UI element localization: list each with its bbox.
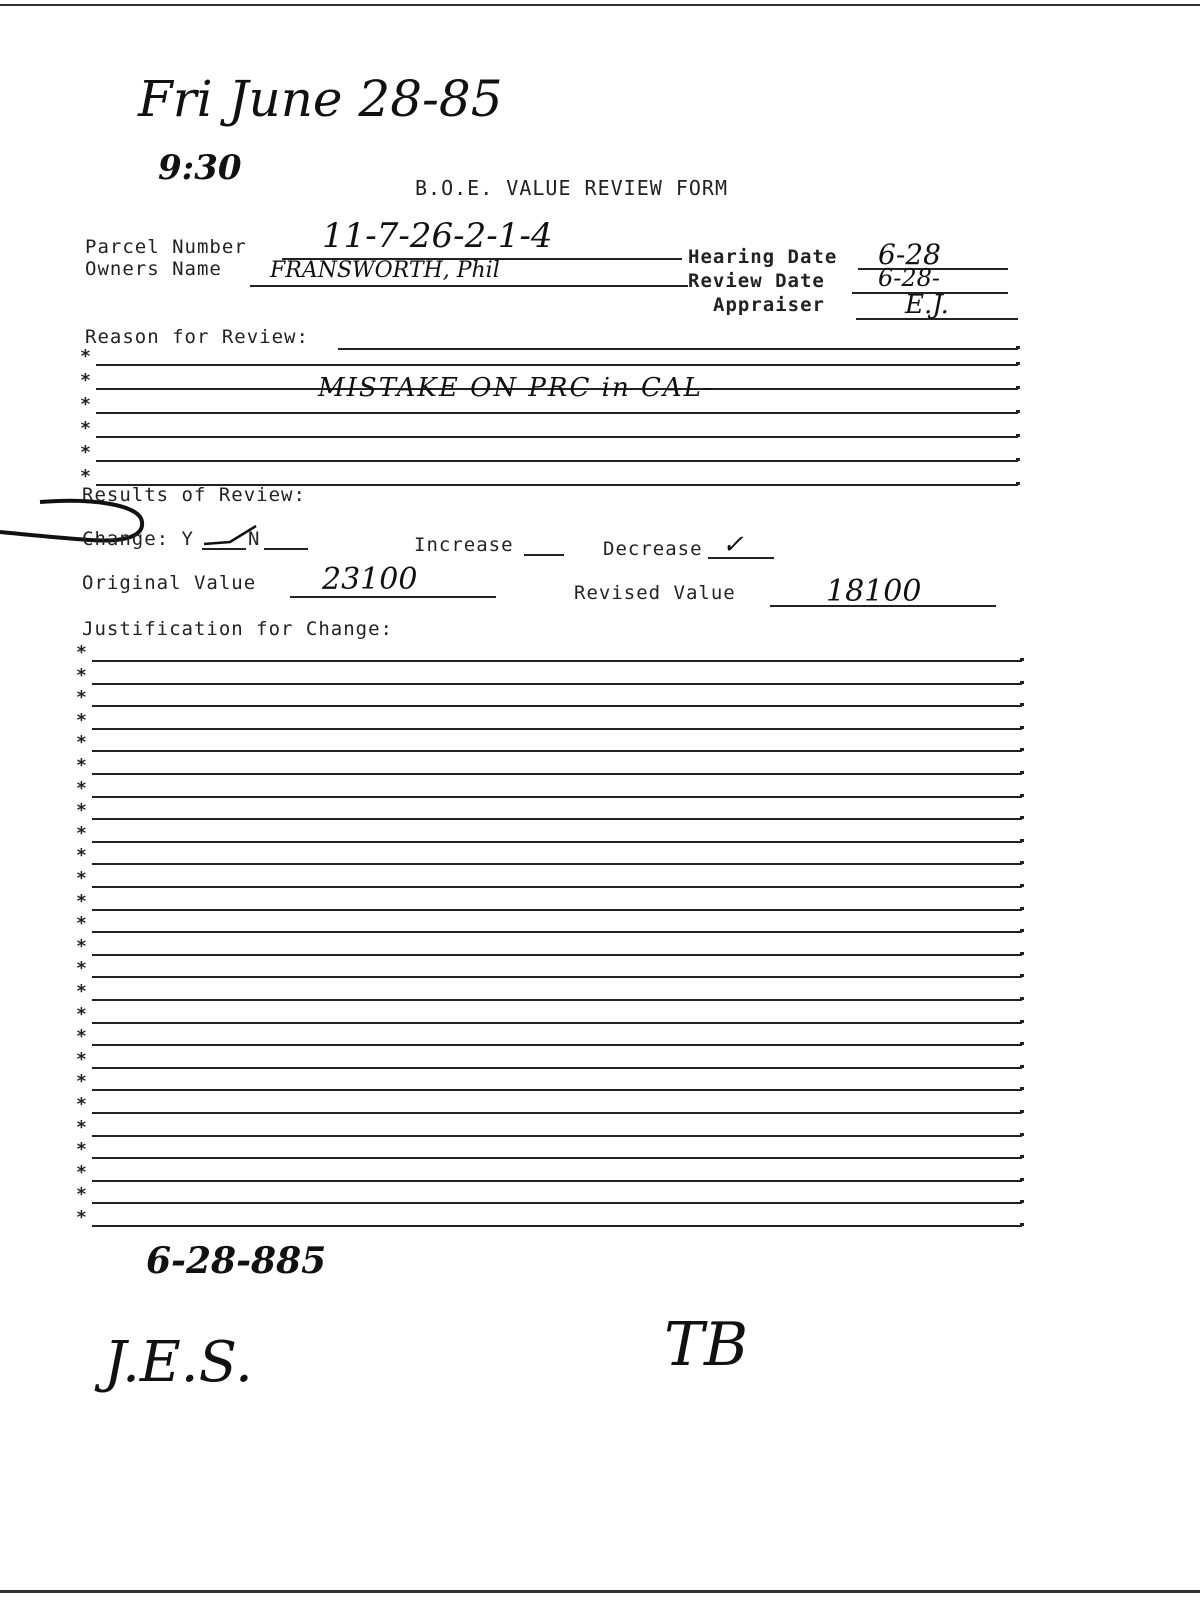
justification-end-dot [1020,658,1024,661]
owners-name-line [250,285,688,287]
justification-line [92,705,1022,707]
justification-bullet: * [76,732,87,754]
justification-bullet: * [76,890,87,912]
reason-line [96,436,1018,438]
parcel-number-value: 11-7-26-2-1-4 [322,216,553,256]
reason-line [96,412,1018,414]
reason-bullet: * [80,418,91,439]
parcel-number-label: Parcel Number [85,236,247,258]
results-of-review-label: Results of Review: [82,484,306,506]
reason-for-review-label: Reason for Review: [85,326,309,348]
justification-end-dot [1020,1155,1024,1158]
justification-bullet: * [76,1161,87,1183]
justification-line [92,954,1022,956]
justification-bullet: * [76,981,87,1002]
justification-line [92,683,1022,685]
justification-line [92,1157,1022,1159]
justification-end-dot [1020,1020,1024,1023]
revised-value: 18100 [826,574,922,609]
reason-bullet: * [80,346,91,367]
justification-bullet: * [76,1026,87,1048]
justification-line [92,1180,1022,1182]
justification-line [92,660,1022,662]
change-label: Change: Y [82,528,194,550]
change-y-line [202,548,246,550]
justification-bullet: * [76,1184,87,1206]
justification-line [92,728,1022,730]
bottom-edge-line [0,1590,1200,1593]
reason-label-line [338,348,1018,350]
reason-line [96,364,1018,366]
reason-bullet: * [80,394,91,415]
decrease-mark: ✓ [722,530,744,560]
top-edge-line [0,4,1200,6]
justification-end-dot [1020,771,1024,774]
reason-end-dot [1016,458,1020,461]
justification-bullet: * [76,664,87,686]
owners-name-value: FRANSWORTH, Phil [270,258,500,283]
reason-bullet: * [80,442,91,463]
justification-bullet: * [76,845,87,867]
justification-end-dot [1020,681,1024,684]
justification-end-dot [1020,1178,1024,1181]
justification-end-dot [1020,839,1024,842]
change-n: N [248,528,261,550]
appraiser-value: E.J. [905,290,949,320]
justification-end-dot [1020,1065,1024,1068]
original-value-label: Original Value [82,572,257,594]
appraiser-label: Appraiser [713,294,825,316]
justification-line [92,909,1022,911]
justification-bullet: * [76,913,87,935]
increase-line [524,554,564,556]
justification-line [92,1067,1022,1069]
original-value: 23100 [322,562,418,597]
justification-end-dot [1020,974,1024,977]
justification-end-dot [1020,794,1024,797]
justification-end-dot [1020,1087,1024,1090]
handwritten-footer-date: 6-28-885 [146,1240,327,1282]
review-date-value: 6-28- [878,264,941,292]
reason-text: MISTAKE ON PRC in CAL- [318,373,714,403]
justification-bullet: * [76,1207,87,1228]
justification-line [92,1044,1022,1046]
change-n-line [264,548,308,550]
reason-bullet: * [80,466,91,487]
justification-bullet: * [76,1071,87,1093]
reason-line-end-dot [1016,346,1020,349]
justification-line [92,931,1022,933]
reason-end-dot [1016,482,1020,485]
justification-bullet: * [76,1139,87,1161]
justification-end-dot [1020,997,1024,1000]
reason-end-dot [1016,410,1020,413]
justification-line [92,1202,1022,1204]
owners-name-label: Owners Name [85,258,222,280]
justification-end-dot [1020,1042,1024,1045]
justification-bullet: * [76,1003,87,1025]
justification-line [92,796,1022,798]
handwritten-date-heading: Fri June 28-85 [138,70,503,128]
justification-bullet: * [76,822,87,844]
reason-end-dot [1016,362,1020,365]
justification-end-dot [1020,748,1024,751]
justification-line [92,841,1022,843]
justification-end-dot [1020,1110,1024,1113]
justification-line [92,1022,1022,1024]
handwritten-initials-right: TB [664,1310,749,1380]
revised-value-label: Revised Value [574,582,736,604]
justification-bullet: * [76,800,87,822]
justification-bullet: * [76,642,87,663]
handwritten-time: 9:30 [158,148,242,188]
justification-line [92,976,1022,978]
justification-end-dot [1020,703,1024,706]
justification-bullet: * [76,935,87,957]
justification-label: Justification for Change: [82,618,393,640]
justification-bullet: * [76,958,87,980]
justification-bullet: * [76,868,87,889]
reason-bullet: * [80,370,91,391]
justification-line [92,773,1022,775]
hearing-date-label: Hearing Date [688,246,838,268]
justification-bullet: * [76,777,87,799]
justification-bullet: * [76,1116,87,1138]
justification-end-dot [1020,884,1024,887]
increase-label: Increase [414,534,514,556]
justification-line [92,863,1022,865]
justification-line [92,1089,1022,1091]
justification-end-dot [1020,929,1024,932]
justification-line [92,1135,1022,1137]
justification-end-dot [1020,907,1024,910]
justification-line [92,886,1022,888]
justification-end-dot [1020,861,1024,864]
justification-end-dot [1020,816,1024,819]
hearing-date-value: 6-28 [878,238,941,271]
reason-end-dot [1016,386,1020,389]
justification-bullet: * [76,755,87,776]
justification-bullet: * [76,1094,87,1115]
justification-line [92,1112,1022,1114]
justification-bullet: * [76,709,87,731]
justification-end-dot [1020,1200,1024,1203]
justification-bullet: * [76,1048,87,1070]
justification-line [92,1225,1022,1227]
justification-end-dot [1020,952,1024,955]
justification-line [92,999,1022,1001]
justification-line [92,750,1022,752]
review-date-label: Review Date [688,270,825,292]
form-title: B.O.E. VALUE REVIEW FORM [415,176,728,200]
justification-bullet: * [76,687,87,709]
justification-end-dot [1020,1223,1024,1226]
justification-end-dot [1020,1133,1024,1136]
reason-line [96,460,1018,462]
handwritten-initials-left: J.E.S. [104,1330,253,1395]
justification-line [92,818,1022,820]
decrease-label: Decrease [603,538,703,560]
justification-end-dot [1020,726,1024,729]
reason-end-dot [1016,434,1020,437]
